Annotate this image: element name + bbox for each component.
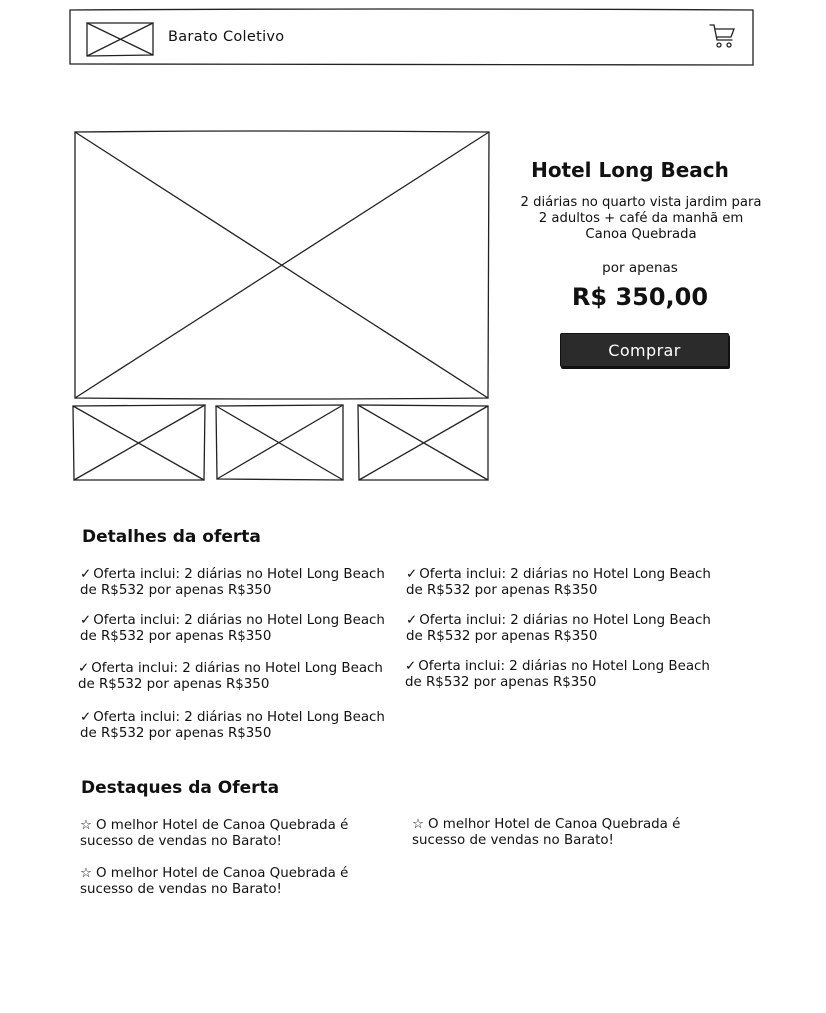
buy-button[interactable]: Comprar bbox=[560, 333, 729, 367]
detail-item-text: Oferta inclui: 2 diárias no Hotel Long Beach de R$532 por apenas R$350 bbox=[406, 613, 711, 644]
detail-item-text: Oferta inclui: 2 diárias no Hotel Long Beach de R$532 por apenas R$350 bbox=[406, 567, 711, 598]
check-icon: ✓ bbox=[406, 567, 418, 582]
detail-item bbox=[405, 659, 715, 691]
header-bar bbox=[0, 0, 826, 80]
detail-item bbox=[78, 661, 388, 693]
detail-item-text: Oferta inclui: 2 diárias no Hotel Long Beach de R$532 por apenas R$350 bbox=[80, 710, 385, 741]
thumbnail-image-placeholder-icon[interactable] bbox=[357, 404, 491, 484]
highlight-item bbox=[412, 817, 722, 849]
thumbnail-image-placeholder-icon[interactable] bbox=[215, 404, 347, 484]
detail-item-text: Oferta inclui: 2 diárias no Hotel Long Beach de R$532 por apenas R$350 bbox=[80, 613, 385, 644]
product-title: Hotel Long Beach bbox=[531, 158, 729, 182]
detail-item bbox=[406, 613, 716, 645]
detail-item-text: Oferta inclui: 2 diárias no Hotel Long Beach de R$532 por apenas R$350 bbox=[78, 661, 383, 692]
check-icon: ✓ bbox=[80, 613, 92, 628]
check-icon: ✓ bbox=[78, 661, 90, 676]
highlights-section-title: Destaques da Oferta bbox=[81, 778, 280, 798]
brand-name[interactable]: Barato Coletivo bbox=[168, 29, 285, 45]
highlight-item-text: O melhor Hotel de Canoa Quebrada é sucesso de vendas no Barato! bbox=[80, 818, 349, 849]
main-image-placeholder-icon bbox=[74, 130, 492, 402]
check-icon: ✓ bbox=[80, 567, 92, 582]
detail-item-text: Oferta inclui: 2 diárias no Hotel Long Beach de R$532 por apenas R$350 bbox=[405, 659, 710, 690]
shopping-cart-icon[interactable] bbox=[708, 22, 736, 50]
check-icon: ✓ bbox=[406, 613, 418, 628]
price-prefix: por apenas bbox=[602, 260, 678, 276]
check-icon: ✓ bbox=[80, 710, 92, 725]
detail-item-text: Oferta inclui: 2 diárias no Hotel Long Beach de R$532 por apenas R$350 bbox=[80, 567, 385, 598]
detail-item bbox=[80, 567, 390, 599]
logo-image-placeholder-icon[interactable] bbox=[86, 22, 156, 58]
product-description: 2 diárias no quarto vista jardim para 2 adultos + café da manhã em Canoa Quebrada bbox=[520, 195, 762, 242]
price-value: R$ 350,00 bbox=[571, 283, 709, 311]
check-icon: ✓ bbox=[405, 659, 417, 674]
highlight-item-text: O melhor Hotel de Canoa Quebrada é sucesso de vendas no Barato! bbox=[412, 817, 681, 848]
detail-item bbox=[80, 613, 390, 645]
thumbnail-image-placeholder-icon[interactable] bbox=[72, 404, 208, 484]
star-icon: ☆ bbox=[80, 818, 93, 833]
highlight-item-text: O melhor Hotel de Canoa Quebrada é sucesso de vendas no Barato! bbox=[80, 866, 349, 897]
detail-item bbox=[406, 567, 716, 599]
highlight-item bbox=[80, 818, 390, 850]
star-icon: ☆ bbox=[80, 866, 93, 881]
detail-item bbox=[80, 710, 390, 742]
details-section-title: Detalhes da oferta bbox=[82, 527, 261, 547]
highlight-item bbox=[80, 866, 390, 898]
star-icon: ☆ bbox=[412, 817, 425, 832]
